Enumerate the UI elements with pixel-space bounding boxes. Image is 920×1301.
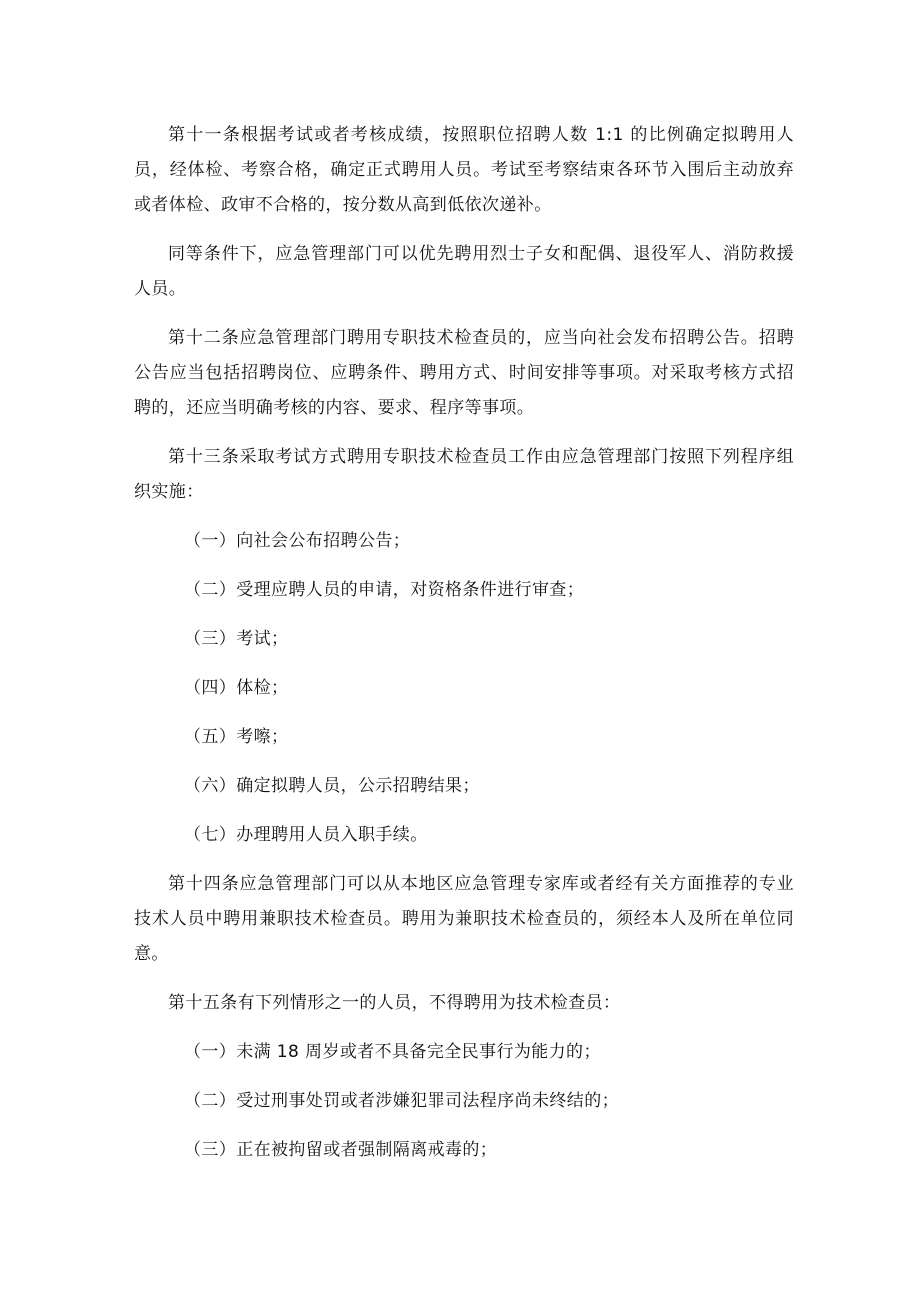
article-13-item-5: （五）考嚓； — [184, 727, 289, 747]
article-13-item-3: （三）考试； — [184, 629, 289, 649]
article-12: 第十二条应急管理部门聘用专职技术检查员的，应当向社会发布招聘公告。招聘公告应当包括招聘岗位、应聘条件、聘用方式、时间安排等事项。对采取考核方式招聘的，还应当明确考核的内容、要求、程序等事项。 — [134, 328, 794, 418]
article-13-item-2: （二）受理应聘人员的申请，对资格条件进行审查； — [184, 580, 585, 600]
article-14: 第十四条应急管理部门可以从本地区应急管理专家库或者经有关方面推荐的专业技术人员中聘用兼职技术检查员。聘用为兼职技术检查员的，须经本人及所在单位同意。 — [134, 874, 794, 964]
article-15-item-2: （二）受过刑事处罚或者涉嫌犯罪司法程序尚未终结的； — [184, 1091, 619, 1111]
article-13-item-1: （一）向社会公布招聘公告； — [184, 531, 411, 551]
article-13-item-4: （四）体检； — [184, 678, 289, 698]
article-13: 第十三条采取考试方式聘用专职技术检查员工作由应急管理部门按照下列程序组织实施： — [134, 447, 794, 502]
document-body — [134, 118, 794, 1168]
priority-clause: 同等条件下，应急管理部门可以优先聘用烈士子女和配偶、退役军人、消防救援人员。 — [134, 244, 794, 299]
article-13-item-7: （七）办理聘用人员入职手续。 — [184, 825, 428, 845]
article-15-item-3: （三）正在被拘留或者强制隔离戒毒的； — [184, 1140, 498, 1160]
article-15: 第十五条有下列情形之一的人员，不得聘用为技术检查员： — [168, 993, 621, 1013]
article-15-item-1: （一）未满 18 周岁或者不具备完全民事行为能力的； — [184, 1042, 601, 1062]
article-13-item-6: （六）确定拟聘人员，公示招聘结果； — [184, 776, 480, 796]
article-11: 第十一条根据考试或者考核成绩，按照职位招聘人数 1:1 的比例确定拟聘用人员，经体检、考察合格，确定正式聘用人员。考试至考察结束各环节入围后主动放弃或者体检、政审不合格的，按分数从高到低依次递补。 — [134, 125, 794, 215]
